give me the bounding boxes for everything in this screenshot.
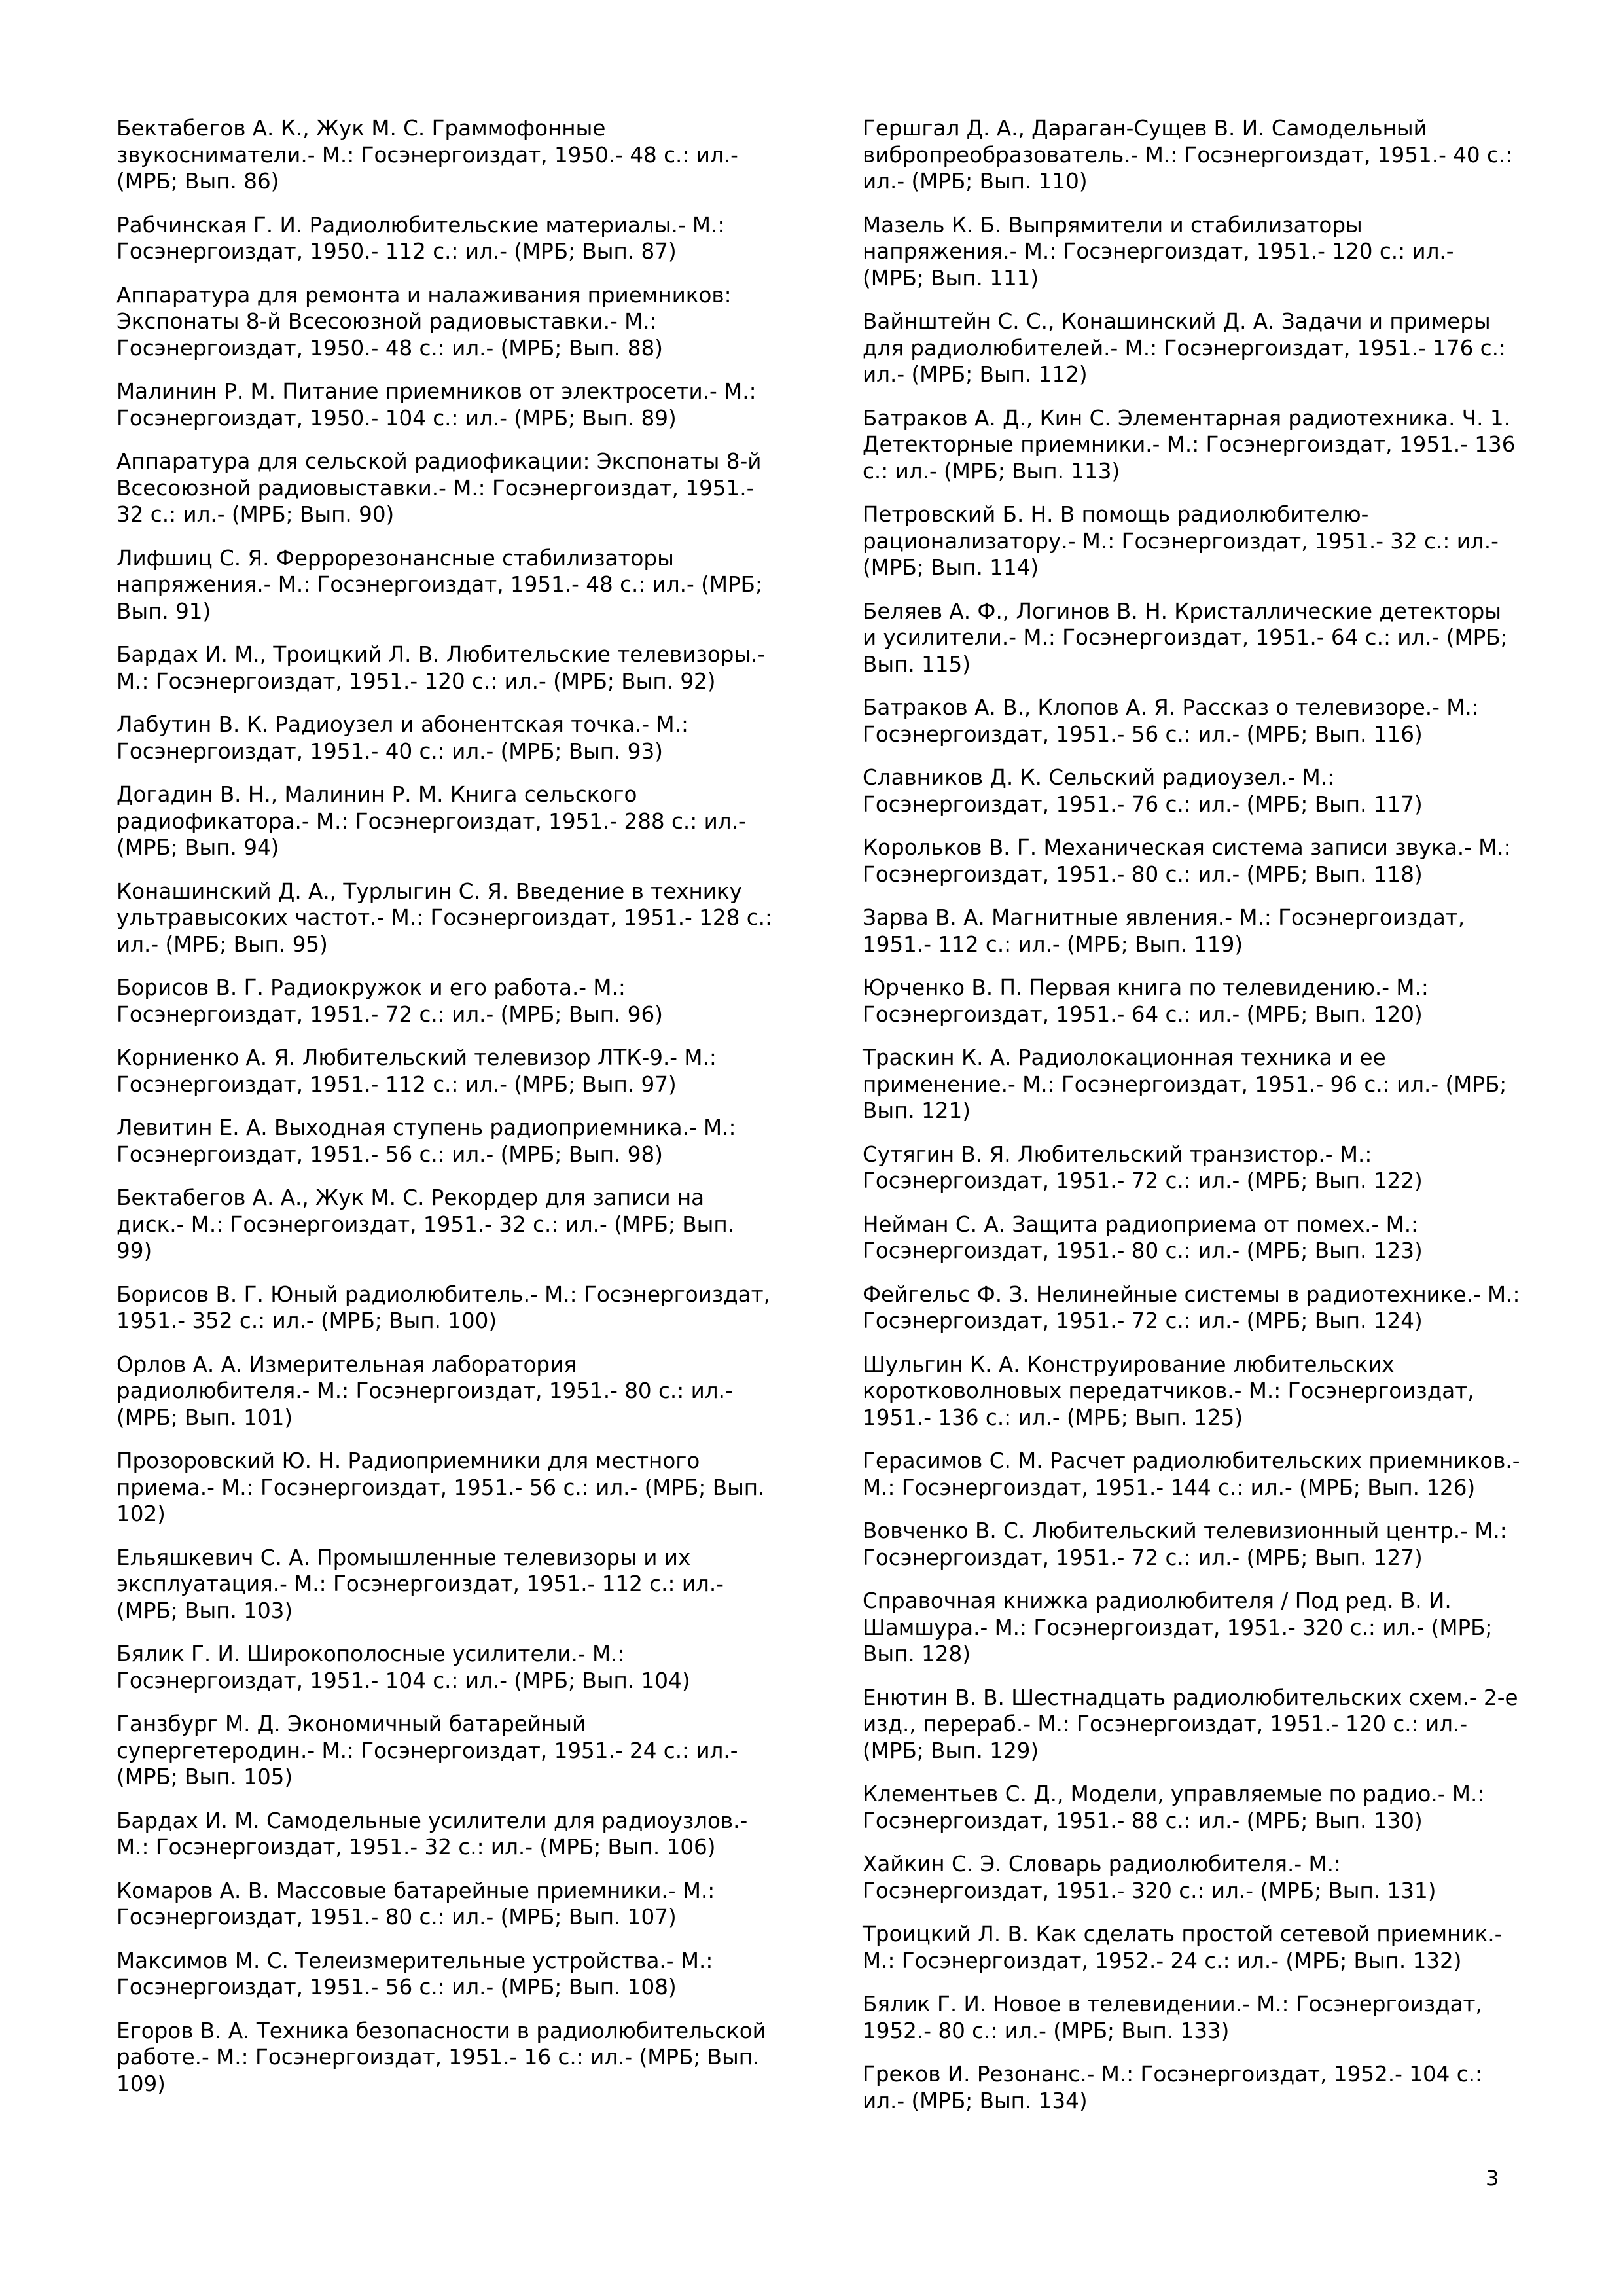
bibliography-entry: Греков И. Резонанс.- М.: Госэнергоиздат, 1952.- 104 с.: ил.- (МРБ; Вып. 134) [863,2062,1483,2113]
bibliography-entry: Хайкин С. Э. Словарь радиолюбителя.- М.: Госэнергоиздат, 1951.- 320 с.: ил.- (МРБ; Вып. 131) [863,1852,1436,1903]
bibliography-entry: Батраков А. Д., Кин С. Элементарная радиотехника. Ч. 1. Детекторные приемники.- М.: Госэнергоиздат, 1951.- 136 с.: ил.- (МРБ; Вып. 113) [863,405,1516,484]
bibliography-entry: Славников Д. К. Сельский радиоузел.- М.: Госэнергоиздат, 1951.- 76 с.: ил.- (МРБ; Вып. 117) [863,765,1423,817]
bibliography-entry: Корольков В. Г. Механическая система записи звука.- М.: Госэнергоиздат, 1951.- 80 с.: ил.- (МРБ; Вып. 118) [863,835,1511,887]
bibliography-entry: Траскин К. А. Радиолокационная техника и ее применение.- М.: Госэнергоиздат, 1951.- 96 с.: ил.- (МРБ; Вып. 121) [863,1045,1507,1123]
bibliography-entry: Аппаратура для сельской радиофикации: Экспонаты 8-й Всесоюзной радиовыставки.- М.: Госэнергоиздат, 1951.- 32 с.: ил.- (МРБ; Вып. 90) [116,449,762,527]
bibliography-entry: Беляев А. Ф., Логинов В. Н. Кристаллические детекторы и усилители.- М.: Госэнергоиздат, 1951.- 64 с.: ил.- (МРБ; Вып. 115) [863,598,1508,677]
bibliography-entry: Лабутин В. К. Радиоузел и абонентская точка.- М.: Госэнергоиздат, 1951.- 40 с.: ил.- (МРБ; Вып. 93) [116,712,688,764]
bibliography-entry: Ганзбург М. Д. Экономичный батарейный супергетеродин.- М.: Госэнергоиздат, 1951.- 24 с.: ил.- (МРБ; Вып. 105) [116,1712,738,1789]
bibliography-entry: Шульгин К. А. Конструирование любительских коротковолновых передатчиков.- М.: Госэнергоиздат, 1951.- 136 с.: ил.- (МРБ; Вып. 125) [863,1352,1474,1430]
bibliography-entry: Герасимов С. М. Расчет радиолюбительских приемников.- М.: Госэнергоиздат, 1951.- 144 с.: ил.- (МРБ; Вып. 126) [863,1448,1520,1500]
bibliography-entry: Конашинский Д. А., Турлыгин С. Я. Введение в технику ультравысоких частот.- М.: Госэнергоиздат, 1951.- 128 с.: ил.- (МРБ; Вып. 95) [116,878,772,957]
bibliography-entry: Батраков А. В., Клопов А. Я. Рассказ о телевизоре.- М.: Госэнергоиздат, 1951.- 56 с.: ил.- (МРБ; Вып. 116) [863,695,1479,747]
bibliography-entry: Нейман С. А. Защита радиоприема от помех.- М.: Госэнергоиздат, 1951.- 80 с.: ил.- (МРБ; Вып. 123) [863,1211,1423,1263]
bibliography-entry: Мазель К. Б. Выпрямители и стабилизаторы напряжения.- М.: Госэнергоиздат, 1951.- 120 с.: ил.- (МРБ; Вып. 111) [863,212,1454,291]
bibliography-entry: Бектабегов А. К., Жук М. С. Граммофонные звукосниматели.- М.: Госэнергоиздат, 1950.- 48 с.: ил.- (МРБ; Вып. 86) [116,116,738,194]
bibliography-entry: Зарва В. А. Магнитные явления.- М.: Госэнергоиздат, 1951.- 112 с.: ил.- (МРБ; Вып. 119) [863,905,1465,957]
bibliography-entry: Орлов А. А. Измерительная лаборатория радиолюбителя.- М.: Госэнергоиздат, 1951.- 80 с.: ил.- (МРБ; Вып. 101) [116,1352,733,1430]
bibliography-entry: Бялик Г. И. Новое в телевидении.- М.: Госэнергоиздат, 1952.- 80 с.: ил.- (МРБ; Вып. 133) [863,1992,1482,2043]
bibliography-entry: Бялик Г. И. Широкополосные усилители.- М.: Госэнергоиздат, 1951.- 104 с.: ил.- (МРБ; Вып. 104) [116,1641,690,1693]
bibliography-entry: Бектабегов А. А., Жук М. С. Рекордер для записи на диск.- М.: Госэнергоиздат, 1951.- 32 с.: ил.- (МРБ; Вып. 99) [116,1185,735,1263]
bibliography-entry: Енютин В. В. Шестнадцать радиолюбительских схем.- 2-е изд., перераб.- М.: Госэнергоиздат, 1951.- 120 с.: ил.- (МРБ; Вып. 129) [863,1685,1518,1763]
bibliography-entry: Вайнштейн С. С., Конашинский Д. А. Задачи и примеры для радиолюбителей.- М.: Госэнергоиздат, 1951.- 176 с.: ил.- (МРБ; Вып. 112) [863,309,1506,387]
bibliography-entry: Аппаратура для ремонта и налаживания приемников: Экспонаты 8-й Всесоюзной радиовыставки.- М.: Госэнергоиздат, 1950.- 48 с.: ил.- (МРБ; Вып. 88) [116,282,732,361]
bibliography-entry: Петровский Б. Н. В помощь радиолюбителю-рационализатору.- М.: Госэнергоиздат, 1951.- 32 с.: ил.- (МРБ; Вып. 114) [863,502,1499,580]
bibliography-entry: Егоров В. А. Техника безопасности в радиолюбительской работе.- М.: Госэнергоиздат, 1951.- 16 с.: ил.- (МРБ; Вып. 109) [116,2018,766,2096]
bibliography-entry: Малинин Р. М. Питание приемников от электросети.- М.: Госэнергоиздат, 1950.- 104 с.: ил.- (МРБ; Вып. 89) [116,379,757,431]
bibliography-entry: Вовченко В. С. Любительский телевизионный центр.- М.: Госэнергоиздат, 1951.- 72 с.: ил.- (МРБ; Вып. 127) [863,1518,1507,1570]
bibliography-entry: Левитин Е. А. Выходная ступень радиоприемника.- М.: Госэнергоиздат, 1951.- 56 с.: ил.- (МРБ; Вып. 98) [116,1115,736,1167]
bibliography-entry: Юрченко В. П. Первая книга по телевидению.- М.: Госэнергоиздат, 1951.- 64 с.: ил.- (МРБ; Вып. 120) [863,975,1429,1027]
bibliography-entry: Рабчинская Г. И. Радиолюбительские материалы.- М.: Госэнергоиздат, 1950.- 112 с.: ил.- (МРБ; Вып. 87) [116,212,725,264]
page-number: 3 [1486,2166,1499,2191]
bibliography-entry: Максимов М. С. Телеизмерительные устройства.- М.: Госэнергоиздат, 1951.- 56 с.: ил.- (МРБ; Вып. 108) [116,1948,713,2000]
bibliography-entry: Лифшиц С. Я. Феррорезонансные стабилизаторы напряжения.- М.: Госэнергоиздат, 1951.- 48 с.: ил.- (МРБ; Вып. 91) [116,545,762,624]
bibliography-entry: Гершгал Д. А., Дараган-Сущев В. И. Самодельный вибропреобразователь.- М.: Госэнергоиздат, 1951.- 40 с.: ил.- (МРБ; Вып. 110) [863,116,1513,194]
bibliography-entry: Корниенко А. Я. Любительский телевизор ЛТК-9.- М.: Госэнергоиздат, 1951.- 112 с.: ил.- (МРБ; Вып. 97) [116,1045,717,1097]
bibliography-entry: Справочная книжка радиолюбителя / Под ред. В. И. Шамшура.- М.: Госэнергоиздат, 1951.- 320 с.: ил.- (МРБ; Вып. 128) [863,1588,1493,1666]
bibliography-entry: Догадин В. Н., Малинин Р. М. Книга сельского радиофикатора.- М.: Госэнергоиздат, 1951.- 288 с.: ил.- (МРБ; Вып. 94) [116,782,746,860]
bibliography-entry: Прозоровский Ю. Н. Радиоприемники для местного приема.- М.: Госэнергоиздат, 1951.- 56 с.: ил.- (МРБ; Вып. 102) [116,1448,765,1526]
bibliography-entry: Клементьев С. Д., Модели, управляемые по радио.- М.: Госэнергоиздат, 1951.- 88 с.: ил.- (МРБ; Вып. 130) [863,1782,1485,1833]
bibliography-entry: Бардах И. М., Троицкий Л. В. Любительские телевизоры.- М.: Госэнергоиздат, 1951.- 120 с.: ил.- (МРБ; Вып. 92) [116,642,766,694]
bibliography-entry: Фейгельс Ф. З. Нелинейные системы в радиотехнике.- М.: Госэнергоиздат, 1951.- 72 с.: ил.- (МРБ; Вып. 124) [863,1282,1520,1333]
bibliography-entry: Борисов В. Г. Юный радиолюбитель.- М.: Госэнергоиздат, 1951.- 352 с.: ил.- (МРБ; Вып. 100) [116,1282,770,1333]
bibliography-entry: Борисов В. Г. Радиокружок и его работа.- М.: Госэнергоиздат, 1951.- 72 с.: ил.- (МРБ; Вып. 96) [116,975,663,1027]
bibliography-entry: Сутягин В. Я. Любительский транзистор.- М.: Госэнергоиздат, 1951.- 72 с.: ил.- (МРБ; Вып. 122) [863,1141,1423,1193]
bibliography-entry: Комаров А. В. Массовые батарейные приемники.- М.: Госэнергоиздат, 1951.- 80 с.: ил.- (МРБ; Вып. 107) [116,1878,715,1929]
left-column [116,115,774,2114]
bibliography-entry: Троицкий Л. В. Как сделать простой сетевой приемник.- М.: Госэнергоиздат, 1952.- 24 с.: ил.- (МРБ; Вып. 132) [863,1922,1503,1973]
bibliography-entry: Бардах И. М. Самодельные усилители для радиоузлов.- М.: Госэнергоиздат, 1951.- 32 с.: ил.- (МРБ; Вып. 106) [116,1808,748,1859]
right-column [863,115,1520,2131]
bibliography-entry: Ельяшкевич С. А. Промышленные телевизоры и их эксплуатация.- М.: Госэнергоиздат, 1951.- 112 с.: ил.- (МРБ; Вып. 103) [116,1545,724,1623]
